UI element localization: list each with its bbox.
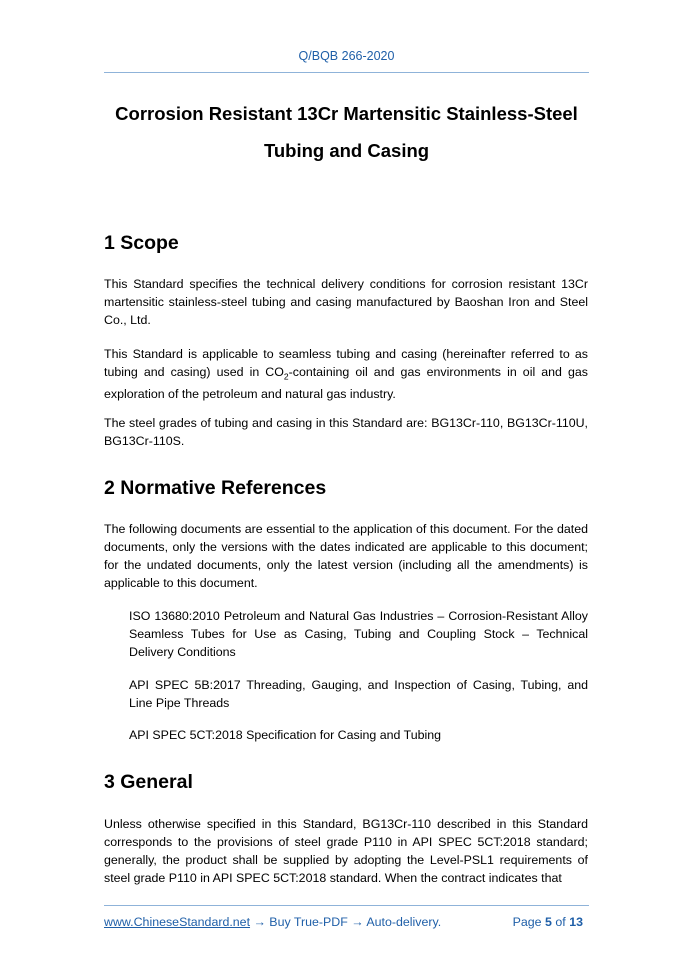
section-heading-scope: 1 Scope [104, 232, 179, 254]
scope-paragraph-3: The steel grades of tubing and casing in this Standard are: BG13Cr-110, BG13Cr-110U, BG13Cr-110S. [104, 416, 588, 448]
header-doc-code: Q/BQB 266-2020 [298, 49, 395, 63]
scope-paragraph-2-start: This Standard is applicable to seamless tubing and casing (hereinafter referred to as tubing and casing) used in CO [104, 347, 588, 379]
page-of-label: of [555, 915, 566, 929]
footer [104, 915, 589, 929]
document-title-line2: Tubing and Casing [263, 140, 430, 161]
footer-divider [104, 905, 589, 906]
footer-site-link[interactable]: www.ChineseStandard.net [104, 915, 251, 929]
scope-paragraph-2-end: -containing oil and gas environments in oil and gas exploration of the petroleum and natural gas industry. [104, 365, 589, 402]
page-indicator [513, 915, 583, 929]
scope-paragraph-1: This Standard specifies the technical delivery conditions for corrosion resistant 13Cr martensitic stainless-steel tubing and casing manufactured by Baoshan Iron and Steel Co., Ltd. [104, 277, 588, 327]
general-paragraph-1: Unless otherwise specified in this Standard, BG13Cr-110 described in this Standard corresponds to the provisions of steel grade P110 in API SPEC 5CT:2018 standard; generally, the product shall be supplied by adopting the Level-PSL1 requirements of steel grade P110 in API SPEC 5CT:2018 standard. When the contract indicates that [104, 817, 588, 885]
document-title-line1: Corrosion Resistant 13Cr Martensitic Stainless-Steel [115, 103, 578, 124]
page-label: Page [512, 915, 542, 929]
section-heading-normative-references: 2 Normative References [104, 477, 327, 499]
reference-item-iso-13680: ISO 13680:2010 Petroleum and Natural Gas Industries – Corrosion-Resistant Alloy Seamless Tubes for Use as Casing, Tubing and Coupling Stock – Technical Delivery Conditions [129, 609, 588, 659]
page-current: 5 [545, 915, 552, 929]
footer-promo-text: → Buy True-PDF → Auto-delivery. [250, 915, 442, 929]
normative-paragraph-1: The following documents are essential to the application of this document. For the dated documents, only the versions with the dates indicated are applicable to this document; for the undated documents, only the latest version (including all the amendments) is applicable to this document. [104, 522, 588, 590]
co2-subscript: 2 [283, 371, 289, 382]
scope-paragraph-2 [104, 345, 588, 403]
section-heading-general: 3 General [104, 771, 193, 793]
reference-item-api-5ct: API SPEC 5CT:2018 Specification for Casing and Tubing [129, 728, 442, 742]
page-total: 13 [569, 915, 583, 929]
header-divider [104, 72, 589, 73]
reference-item-api-5b: API SPEC 5B:2017 Threading, Gauging, and Inspection of Casing, Tubing, and Line Pipe Threads [129, 678, 588, 710]
